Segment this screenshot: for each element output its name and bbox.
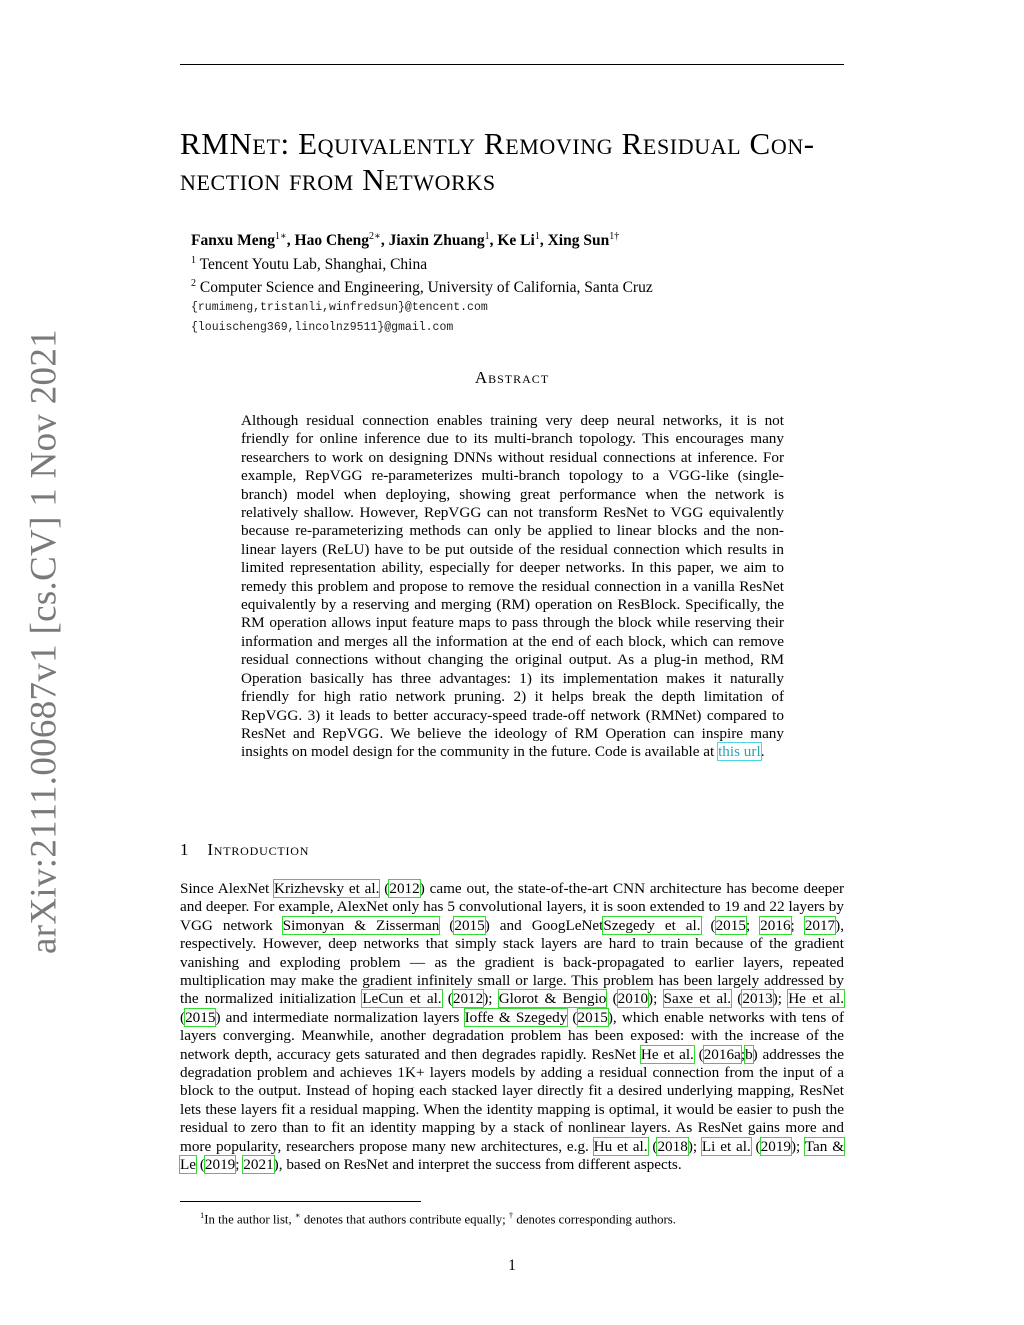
author-name: Ke Li [497,232,535,250]
body-text: ); [648,990,664,1008]
footnote-dagger: † [508,1210,514,1220]
email-line-2: {louischeng369,lincolnz9511}@gmail.com [191,321,454,335]
body-text: ( [700,916,716,934]
citation-link[interactable]: He et al. [640,1045,694,1063]
body-text: ); [687,1137,702,1155]
author-name: Jiaxin Zhuang [388,232,485,250]
citation-link[interactable]: Li et al. [701,1137,751,1155]
body-text: ( [731,990,743,1008]
body-text: ) and intermediate normalization layers [215,1008,465,1026]
author-separator: , [380,232,389,250]
citation-link[interactable]: 2017 [804,916,836,934]
citation-link[interactable]: Krizhevsky et al. [274,880,380,897]
citation-link[interactable]: 2015 [577,1008,608,1026]
citation-link[interactable]: Saxe et al. [663,990,732,1008]
body-text: ( [567,1008,578,1026]
affiliation-1 [191,251,841,274]
title-line-2: nection from Networks [180,162,496,197]
introduction-paragraph [180,880,844,1175]
author-name: Hao Cheng [294,232,370,250]
top-rule [180,64,844,65]
citation-link[interactable]: He et al. [788,990,844,1008]
author-separator: , [286,232,295,250]
body-text: ) and GoogLeNet [484,916,604,934]
body-text: ( [439,916,455,934]
citation-link[interactable]: 2012 [452,990,484,1008]
affiliation-2 [191,274,841,297]
author-separator: , [539,232,548,250]
abstract-body [241,412,784,762]
author-mark: 1† [609,231,620,242]
citation-link[interactable]: 2013 [742,990,773,1008]
code-url-link[interactable]: this url [718,743,761,761]
abstract-heading: Abstract [474,368,550,387]
body-text: ( [693,1045,704,1063]
body-text: Since AlexNet [180,880,275,897]
author-mark: 1∗ [274,231,287,242]
citation-link[interactable]: 2016 [760,916,791,934]
body-text: ( [441,990,453,1008]
author-mark: 2∗ [369,231,381,242]
footnote-text: In the author list, [204,1212,295,1227]
body-text: ( [606,990,618,1008]
footnote-mark: 1 [200,1210,205,1220]
citation-link[interactable]: LeCun et al. [362,990,442,1008]
body-text: ( [180,1008,186,1026]
body-text: ; [235,1156,244,1174]
section-heading-introduction [180,840,844,860]
citation-link[interactable]: 2015 [185,1008,216,1026]
affiliation-mark: 2 [191,278,196,290]
body-text: ) came out, the state-of-the-art CNN architecture has become deeper and deeper. For example, AlexNet only has 5 convolutional layers, it is soon extended to 19 and 22 layers by VGG network [180,880,845,934]
arxiv-stamp[interactable]: arXiv:2111.00687v1 [cs.CV] 1 Nov 2021 [23,329,65,955]
body-text: ; [740,1045,746,1063]
body-text: ( [379,880,390,897]
body-text: ); [791,1137,805,1155]
body-text: ; [745,916,761,934]
section-number: 1 [180,840,190,859]
body-text: ) addresses the degradation problem and achieves 1K+ layers models by adding a residual connection from the input of a block to the output. Instead of hoping each stacked layer directly fit a desired underlying mapping, ResNet lets these layers fit a residual mapping. When the identity mapping is optimal, it would be easier to push the residual to zero than to fit an identity mapping by a stack of nonlinear layers. As ResNet gains more and more popularity, researchers propose many new architectures, e.g. [180,1045,845,1155]
footnote [180,1207,844,1227]
abstract-text: Although residual connection enables training very deep neural networks, it is not friendly for online inference due to its multi-branch topology. This encourages many researchers to work on designing DNNs without residual connections at inference. For example, RepVGG re-parameterizes multi-branch topology to a VGG-like (single-branch) model when deploying, showing great performance when the network is relatively shallow. However, RepVGG can not transform ResNet to VGG equivalently because re-parameterizing methods can only be applied to linear blocks and the non-linear layers (ReLU) have to be put outside of the residual connection which results in limited representation ability, especially for deeper networks. In this paper, we aim to remedy this problem and propose to remove the residual connection in a vanilla ResNet equivalently by a reserving and merging (RM) operation on ResBlock. Specifically, the RM operation allows input feature maps to pass through the block while reserving their information and merges all the information at the end of each block, which can remove residual connections without changing the original output. As a plug-in method, RM Operation basically has three advantages: 1) its implementation makes it naturally friendly for high ratio network pruning. 2) it helps break the depth limitation of RepVGG. 3) it leads to better accuracy-speed trade-off network (RMNet) compared to ResNet and RepVGG. We believe the ideology of RM Operation can inspire many insights on model design for the community in the future. Code is available at [241,412,784,761]
citation-link[interactable]: Hu et al. [593,1137,648,1155]
citation-link[interactable]: 2021 [243,1156,274,1174]
citation-link[interactable]: 2015 [454,916,485,934]
body-text: ( [647,1137,658,1155]
body-text: ), based on ResNet and interpret the success from different aspects. [273,1156,682,1174]
author-name: Xing Sun [547,232,610,250]
citation-link[interactable]: 2019 [760,1137,791,1155]
footnote-text: denotes corresponding authors. [513,1212,676,1227]
citation-link[interactable]: Tan & Le [180,1137,845,1174]
citation-link[interactable]: 2019 [204,1156,236,1174]
body-text: ); [772,990,789,1008]
paper-title [180,126,846,198]
citation-link[interactable]: Szegedy et al. [603,916,701,934]
citation-link[interactable]: Ioffe & Szegedy [464,1008,568,1026]
body-text: ), which enable networks with tens of layers converging. Meanwhile, another degradation problem has been exposed: with the increase of the network depth, accuracy gets saturated and then degrades rapidly. ResNet [180,1008,845,1063]
author-mark: 1 [534,231,540,242]
body-text: ; [790,916,805,934]
citation-link[interactable]: Simonyan & Zisserman [282,916,440,934]
section-title: Introduction [207,840,310,859]
affiliation-mark: 1 [191,255,196,267]
abstract-end: . [760,743,765,761]
body-text: ( [196,1156,205,1174]
author-names [191,227,841,251]
citation-link[interactable]: 2012 [389,880,420,897]
citation-link[interactable]: Glorot & Bengio [498,990,607,1008]
body-text: ( [750,1137,761,1155]
footnote-rule [180,1201,421,1202]
body-text: ); [483,990,499,1008]
author-block [191,227,841,337]
citation-link[interactable]: 2016a [703,1045,741,1063]
email-line-1: {rumimeng,tristanli,winfredsun}@tencent.com [191,301,488,315]
citation-link[interactable]: 2010 [617,990,649,1008]
footnote-star: ∗ [294,1210,301,1220]
body-text: ), respectively. However, deep networks that simply stack layers are hard to train because of the gradient vanishing and exploding problem — as the gradient is back-propagated to earlier layers, repeated multiplication may make the gradient infinitely small or large. This problem has been largely addressed by the normalized initialization [180,916,844,1008]
page-number: 1 [508,1257,516,1274]
title-line-1: RMNet: Equivalently Removing Residual Con- [180,126,815,161]
author-separator: , [489,232,498,250]
citation-link[interactable]: 2015 [715,916,746,934]
citation-link[interactable]: 2018 [657,1137,688,1155]
affiliation-text: Tencent Youtu Lab, Shanghai, China [199,256,428,274]
citation-link[interactable]: b [745,1045,753,1063]
author-mark: 1 [484,231,490,242]
author-name: Fanxu Meng [191,232,275,250]
affiliation-text: Computer Science and Engineering, University of California, Santa Cruz [199,279,653,297]
footnote-text: denotes that authors contribute equally; [300,1212,509,1227]
